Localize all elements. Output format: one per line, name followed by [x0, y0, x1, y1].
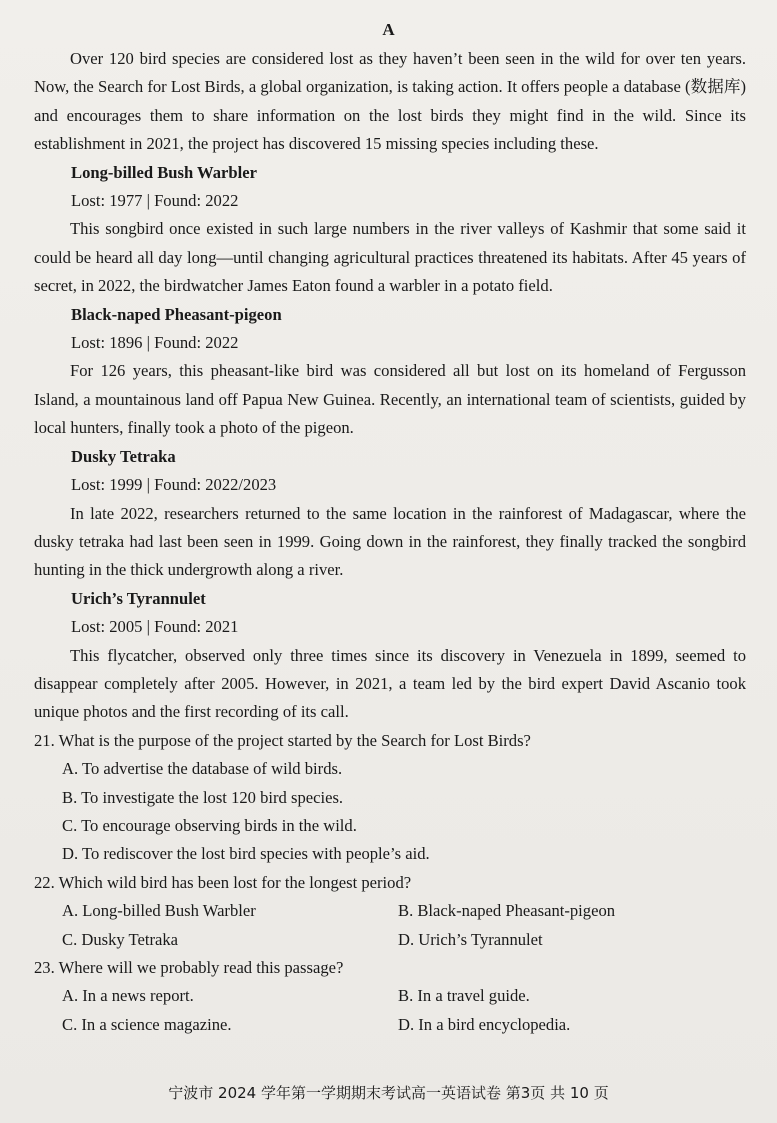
passage — [34, 45, 746, 1039]
bird-heading: Black-naped Pheasant-pigeon — [71, 304, 282, 324]
bird-description: This flycatcher, observed only three times since its discovery in Venezuela in 1899, seemed to disappear completely after 2005. However, in 2021, a team led by the bird expert David Ascanio took unique photos and the first recording of its call. — [34, 645, 746, 722]
bird-lost-found: Lost: 2005 | Found: 2021 — [71, 617, 239, 637]
question-22-option-c: C. Dusky Tetraka — [62, 929, 179, 949]
question-23-option-b: B. In a travel guide. — [398, 986, 530, 1006]
question-21-option-b: B. To investigate the lost 120 bird species. — [62, 787, 344, 807]
question-23-option-a: A. In a news report. — [62, 986, 194, 1006]
intro-paragraph: Over 120 bird species are considered lost as they haven’t been seen in the wild for over ten years. Now, the Search for Lost Birds, a global organization, is taking action. It offers people a database (数据库) and encourages them to share information on the lost birds they might find in the wild. Since its establishment in 2021, the project has discovered 15 missing species including these. — [34, 49, 746, 154]
question-22-option-d: D. Urich’s Tyrannulet — [398, 929, 543, 949]
question-22-option-b: B. Black-naped Pheasant-pigeon — [398, 901, 616, 921]
question-23-stem: 23. Where will we probably read this passage? — [34, 958, 344, 977]
bird-heading: Dusky Tetraka — [71, 446, 176, 466]
bird-lost-found: Lost: 1896 | Found: 2022 — [71, 333, 239, 353]
question-21-option-a: A. To advertise the database of wild birds. — [62, 759, 343, 779]
bird-lost-found: Lost: 1977 | Found: 2022 — [71, 191, 239, 211]
bird-description: For 126 years, this pheasant-like bird was considered all but lost on its homeland of Fergusson Island, a mountainous land off Papua New Guinea. Recently, an international team of scientists, guided by local hunters, finally took a photo of the pigeon. — [34, 361, 746, 438]
question-21-option-c: C. To encourage observing birds in the wild. — [62, 815, 357, 835]
question-21-stem: 21. What is the purpose of the project started by the Search for Lost Birds? — [34, 730, 531, 750]
bird-description: This songbird once existed in such large numbers in the river valleys of Kashmir that some said it could be heard all day long—until changing agricultural practices threatened its habitats. After 45 years of secret, in 2022, the birdwatcher James Eaton found a warbler in a potato field. — [34, 219, 746, 296]
section-label: A — [382, 20, 395, 39]
page-footer: 宁波市 2024 学年第一学期期末考试高一英语试卷 第3页 共 10 页 — [168, 1084, 609, 1102]
bird-heading: Urich’s Tyrannulet — [71, 588, 206, 608]
question-23-options-row-1 — [34, 982, 746, 1010]
question-22-options-row-1 — [34, 897, 746, 925]
question-22-stem: 22. Which wild bird has been lost for the longest period? — [34, 872, 412, 892]
question-21-option-d: D. To rediscover the lost bird species with people’s aid. — [62, 844, 430, 864]
question-22-options-row-2 — [34, 926, 746, 954]
question-22-option-a: A. Long-billed Bush Warbler — [62, 901, 256, 921]
question-23-option-c: C. In a science magazine. — [62, 1014, 232, 1034]
bird-heading: Long-billed Bush Warbler — [71, 162, 257, 182]
bird-description: In late 2022, researchers returned to the same location in the rainforest of Madagascar, where the dusky tetraka had last been seen in 1999. Going down in the rainforest, they finally tracked the songbird hunting in the thick undergrowth along a river. — [34, 503, 746, 580]
bird-lost-found: Lost: 1999 | Found: 2022/2023 — [71, 475, 277, 495]
question-23-options-row-2 — [34, 1011, 746, 1039]
question-23-option-d: D. In a bird encyclopedia. — [398, 1014, 571, 1034]
